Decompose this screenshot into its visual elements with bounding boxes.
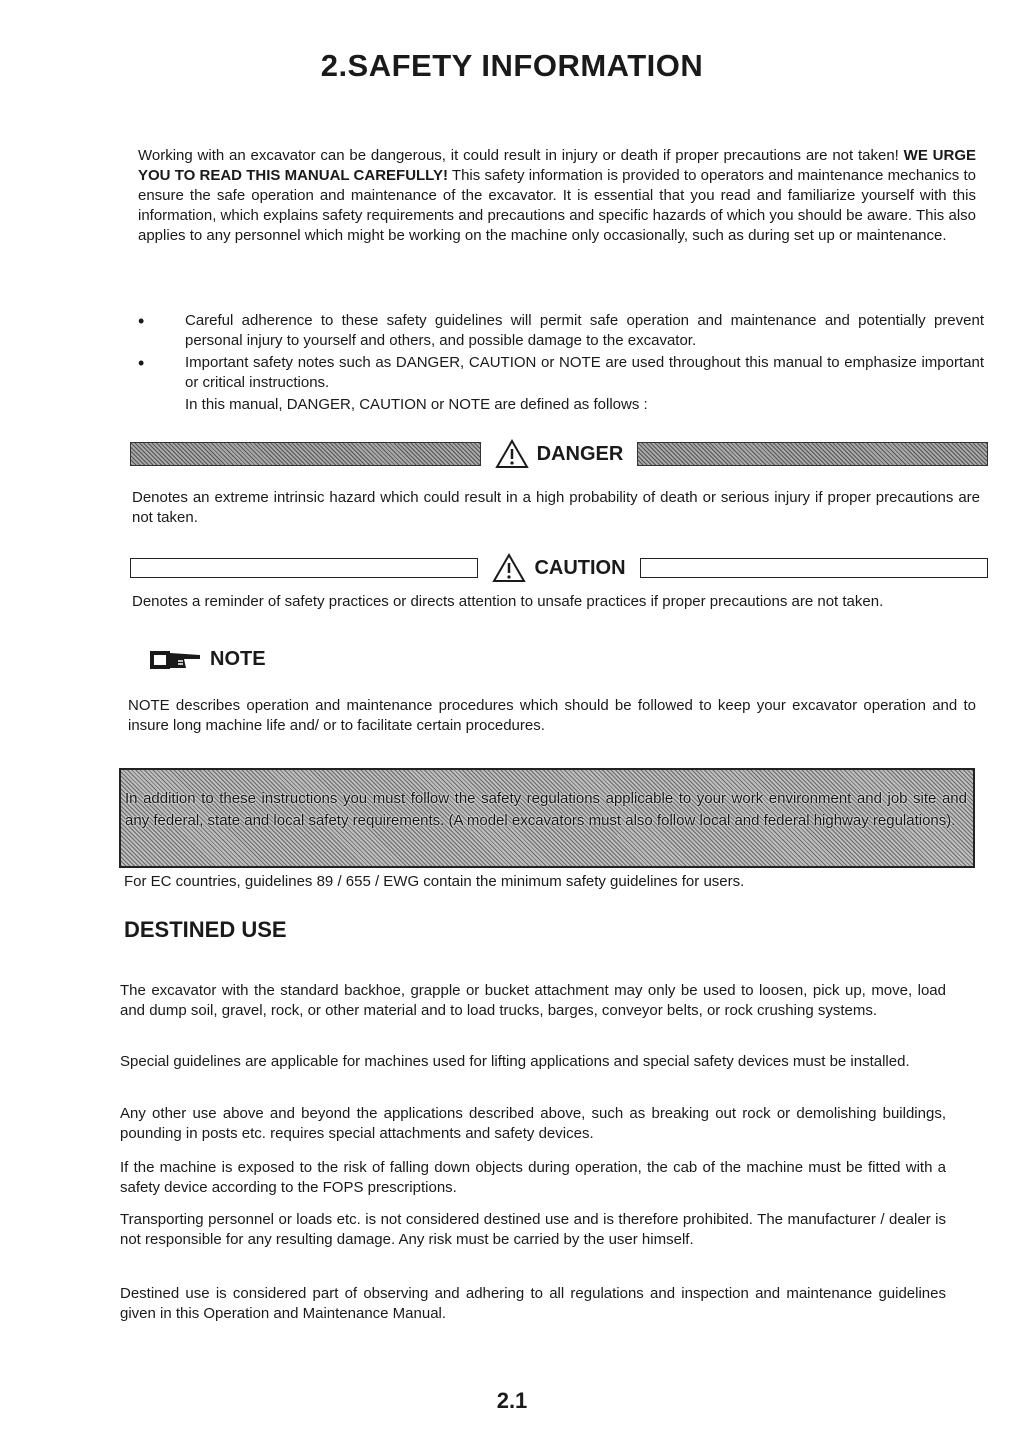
- intro-paragraph: [138, 146, 976, 246]
- caution-label-group: [478, 553, 639, 583]
- caution-banner: [130, 551, 988, 585]
- danger-bar-right: [637, 442, 988, 466]
- page-number: 2.1: [496, 1388, 528, 1413]
- danger-banner: [130, 437, 988, 471]
- bullet-text: Careful adherence to these safety guidelines will permit safe operation and maintenance and potentially prevent personal injury to yourself and others, and possible damage to the excavator.: [185, 312, 984, 349]
- destined-use-paragraph: Any other use above and beyond the applications described above, such as breaking out rock or demolishing buildings, pounding in posts etc. requires special attachments and safety devices.: [120, 1105, 946, 1142]
- defined-as-line: In this manual, DANGER, CAUTION or NOTE are defined as follows :: [185, 396, 648, 413]
- warning-triangle-icon: [492, 553, 526, 583]
- danger-description: Denotes an extreme intrinsic hazard which could result in a high probability of death or serious injury if proper precautions are not taken.: [132, 489, 980, 526]
- list-item: [138, 353, 984, 393]
- note-label: NOTE: [210, 647, 266, 670]
- regulations-text: In addition to these instructions you must follow the safety regulations applicable to your work environment and job site and any federal, state and local safety requirements. (A model excavators must also follow local and federal highway regulations).: [125, 790, 967, 829]
- warning-triangle-icon: [495, 439, 529, 469]
- bullet-list: [138, 311, 984, 415]
- destined-use-heading: DESTINED USE: [124, 917, 287, 942]
- destined-use-paragraph: Destined use is considered part of observing and adhering to all regulations and inspection and maintenance guidelines given in this Operation and Maintenance Manual.: [120, 1285, 946, 1322]
- list-item: [138, 311, 984, 351]
- intro-text-part1: Working with an excavator can be dangerous, it could result in injury or death if proper precautions are not taken!: [138, 147, 904, 164]
- destined-use-paragraph: Transporting personnel or loads etc. is not considered destined use and is therefore prohibited. The manufacturer / dealer is not responsible for any resulting damage. Any risk must be carried by the user himself.: [120, 1211, 946, 1248]
- caution-bar-right: [640, 558, 988, 578]
- bullet-text: Important safety notes such as DANGER, CAUTION or NOTE are used throughout this manual to emphasize important or critical instructions.: [185, 354, 984, 391]
- note-heading: [148, 646, 266, 672]
- ec-guidelines-line: For EC countries, guidelines 89 / 655 / EWG contain the minimum safety guidelines for users.: [124, 873, 745, 890]
- regulations-shaded-box: [119, 768, 975, 868]
- page-title: 2.SAFETY INFORMATION: [320, 48, 704, 83]
- intro-text-part2: This safety information is provided to operators and maintenance mechanics to ensure the safe operation and maintenance of the excavator. It is essential that you read and familiarize yourself with this information, which explains safety requirements and precautions and specific hazards of which you should be aware. This also applies to any personnel which might be working on the machine only occasionally, such as during set up or maintenance.: [138, 167, 976, 244]
- intro-urge-text: WE URGE YOU TO READ THIS MANUAL CAREFULLY!: [138, 147, 976, 184]
- caution-bar-left: [130, 558, 478, 578]
- danger-label: DANGER: [536, 442, 624, 465]
- destined-use-paragraph: The excavator with the standard backhoe, grapple or bucket attachment may only be used to loosen, pick up, move, load and dump soil, gravel, rock, or other material and to load trucks, barges, conveyor belts, or rock crushing systems.: [120, 982, 946, 1019]
- destined-use-paragraph: Special guidelines are applicable for machines used for lifting applications and special safety devices must be installed.: [120, 1053, 910, 1070]
- pointing-hand-icon: [148, 646, 204, 672]
- note-description: NOTE describes operation and maintenance procedures which should be followed to keep your excavator operation and to insure long machine life and/ or to facilitate certain procedures.: [128, 697, 976, 734]
- destined-use-paragraph: If the machine is exposed to the risk of falling down objects during operation, the cab of the machine must be fitted with a safety device according to the FOPS prescriptions.: [120, 1159, 946, 1196]
- bullet-symbol: •: [138, 353, 145, 373]
- caution-label: CAUTION: [534, 556, 626, 579]
- bullet-symbol: •: [138, 311, 145, 331]
- danger-bar-left: [130, 442, 481, 466]
- caution-description: Denotes a reminder of safety practices or directs attention to unsafe practices if proper precautions are not taken.: [132, 593, 884, 610]
- danger-label-group: [481, 439, 638, 469]
